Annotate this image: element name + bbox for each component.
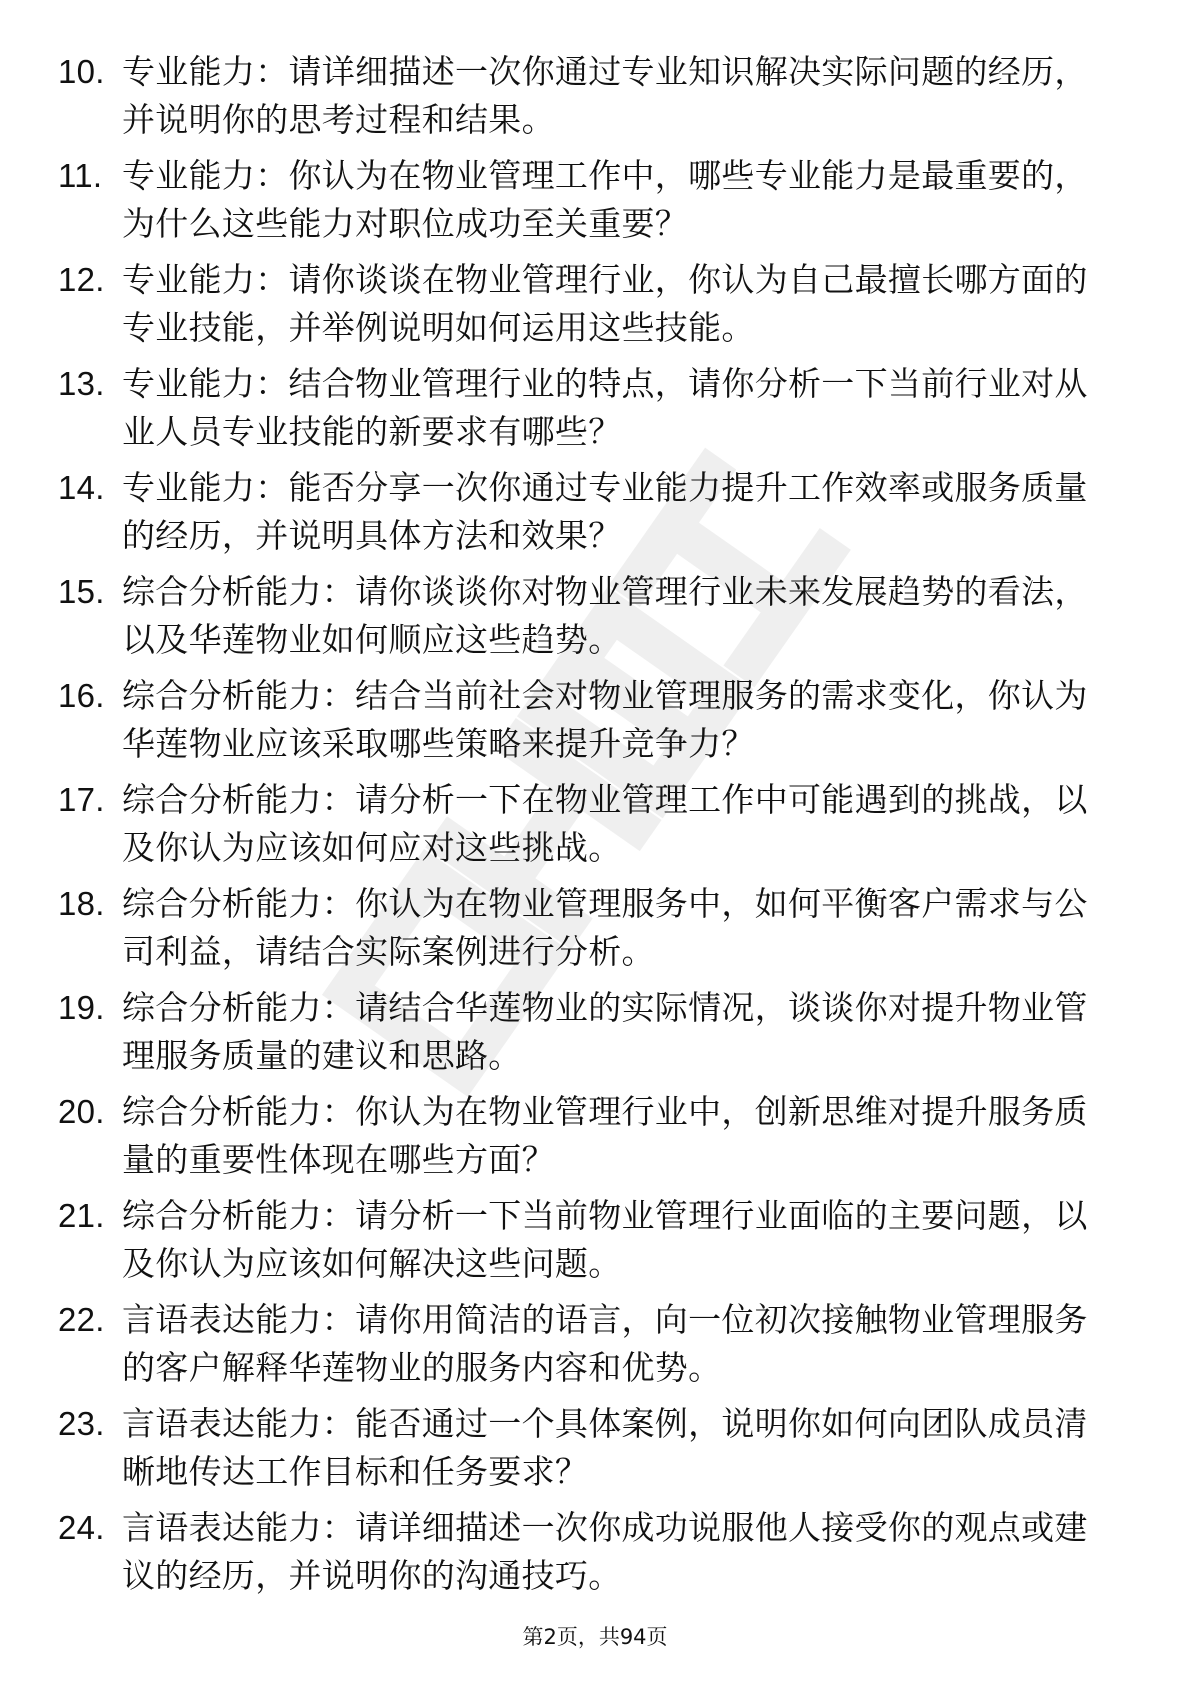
question-number: 23. xyxy=(58,1405,105,1442)
question-item xyxy=(58,1088,1118,1184)
question-item xyxy=(58,672,1118,768)
question-item xyxy=(58,880,1118,976)
question-number: 16. xyxy=(58,677,105,714)
question-text: 专业能力：请你谈谈在物业管理行业，你认为自己最擅长哪方面的专业技能，并举例说明如何运用这些技能。 xyxy=(122,260,1088,347)
question-item xyxy=(58,1400,1118,1496)
question-text: 专业能力：请详细描述一次你通过专业知识解决实际问题的经历，并说明你的思考过程和结果。 xyxy=(122,52,1088,139)
question-number: 20. xyxy=(58,1093,105,1130)
question-text: 综合分析能力：你认为在物业管理服务中，如何平衡客户需求与公司利益，请结合实际案例进行分析。 xyxy=(122,884,1088,971)
question-text: 综合分析能力：你认为在物业管理行业中，创新思维对提升服务质量的重要性体现在哪些方面？ xyxy=(122,1092,1088,1179)
question-text: 专业能力：你认为在物业管理工作中，哪些专业能力是最重要的，为什么这些能力对职位成功至关重要？ xyxy=(122,156,1088,243)
question-number: 24. xyxy=(58,1509,105,1546)
question-number: 10. xyxy=(58,53,105,90)
question-text: 综合分析能力：请你谈谈你对物业管理行业未来发展趋势的看法，以及华莲物业如何顺应这些趋势。 xyxy=(122,572,1088,659)
question-number: 13. xyxy=(58,365,105,402)
question-item xyxy=(58,776,1118,872)
question-text: 综合分析能力：结合当前社会对物业管理服务的需求变化，你认为华莲物业应该采取哪些策略来提升竞争力？ xyxy=(122,676,1088,763)
question-number: 22. xyxy=(58,1301,105,1338)
question-list xyxy=(58,48,1118,1608)
question-number: 18. xyxy=(58,885,105,922)
question-text: 专业能力：结合物业管理行业的特点，请你分析一下当前行业对从业人员专业技能的新要求有哪些？ xyxy=(122,364,1088,451)
question-number: 21. xyxy=(58,1197,105,1234)
question-item xyxy=(58,1192,1118,1288)
question-number: 11. xyxy=(58,157,103,194)
question-number: 17. xyxy=(58,781,105,818)
question-item xyxy=(58,1504,1118,1600)
question-text: 综合分析能力：请分析一下当前物业管理行业面临的主要问题，以及你认为应该如何解决这些问题。 xyxy=(122,1196,1088,1283)
question-text: 言语表达能力：能否通过一个具体案例，说明你如何向团队成员清晰地传达工作目标和任务要求？ xyxy=(122,1404,1088,1491)
question-text: 综合分析能力：请结合华莲物业的实际情况，谈谈你对提升物业管理服务质量的建议和思路。 xyxy=(122,988,1088,1075)
question-item xyxy=(58,984,1118,1080)
question-number: 15. xyxy=(58,573,105,610)
question-text: 言语表达能力：请详细描述一次你成功说服他人接受你的观点或建议的经历，并说明你的沟通技巧。 xyxy=(122,1508,1088,1595)
question-item xyxy=(58,464,1118,560)
question-number: 12. xyxy=(58,261,105,298)
page-number: 第2页，共94页 xyxy=(522,1625,668,1649)
question-number: 19. xyxy=(58,989,105,1026)
question-text: 专业能力：能否分享一次你通过专业能力提升工作效率或服务质量的经历，并说明具体方法和效果？ xyxy=(122,468,1088,555)
question-number: 14. xyxy=(58,469,105,506)
question-item xyxy=(58,360,1118,456)
question-text: 言语表达能力：请你用简洁的语言，向一位初次接触物业管理服务的客户解释华莲物业的服务内容和优势。 xyxy=(122,1300,1088,1387)
question-item xyxy=(58,48,1118,144)
question-item xyxy=(58,568,1118,664)
question-item xyxy=(58,256,1118,352)
question-item xyxy=(58,1296,1118,1392)
question-item xyxy=(58,152,1118,248)
question-text: 综合分析能力：请分析一下在物业管理工作中可能遇到的挑战，以及你认为应该如何应对这些挑战。 xyxy=(122,780,1088,867)
